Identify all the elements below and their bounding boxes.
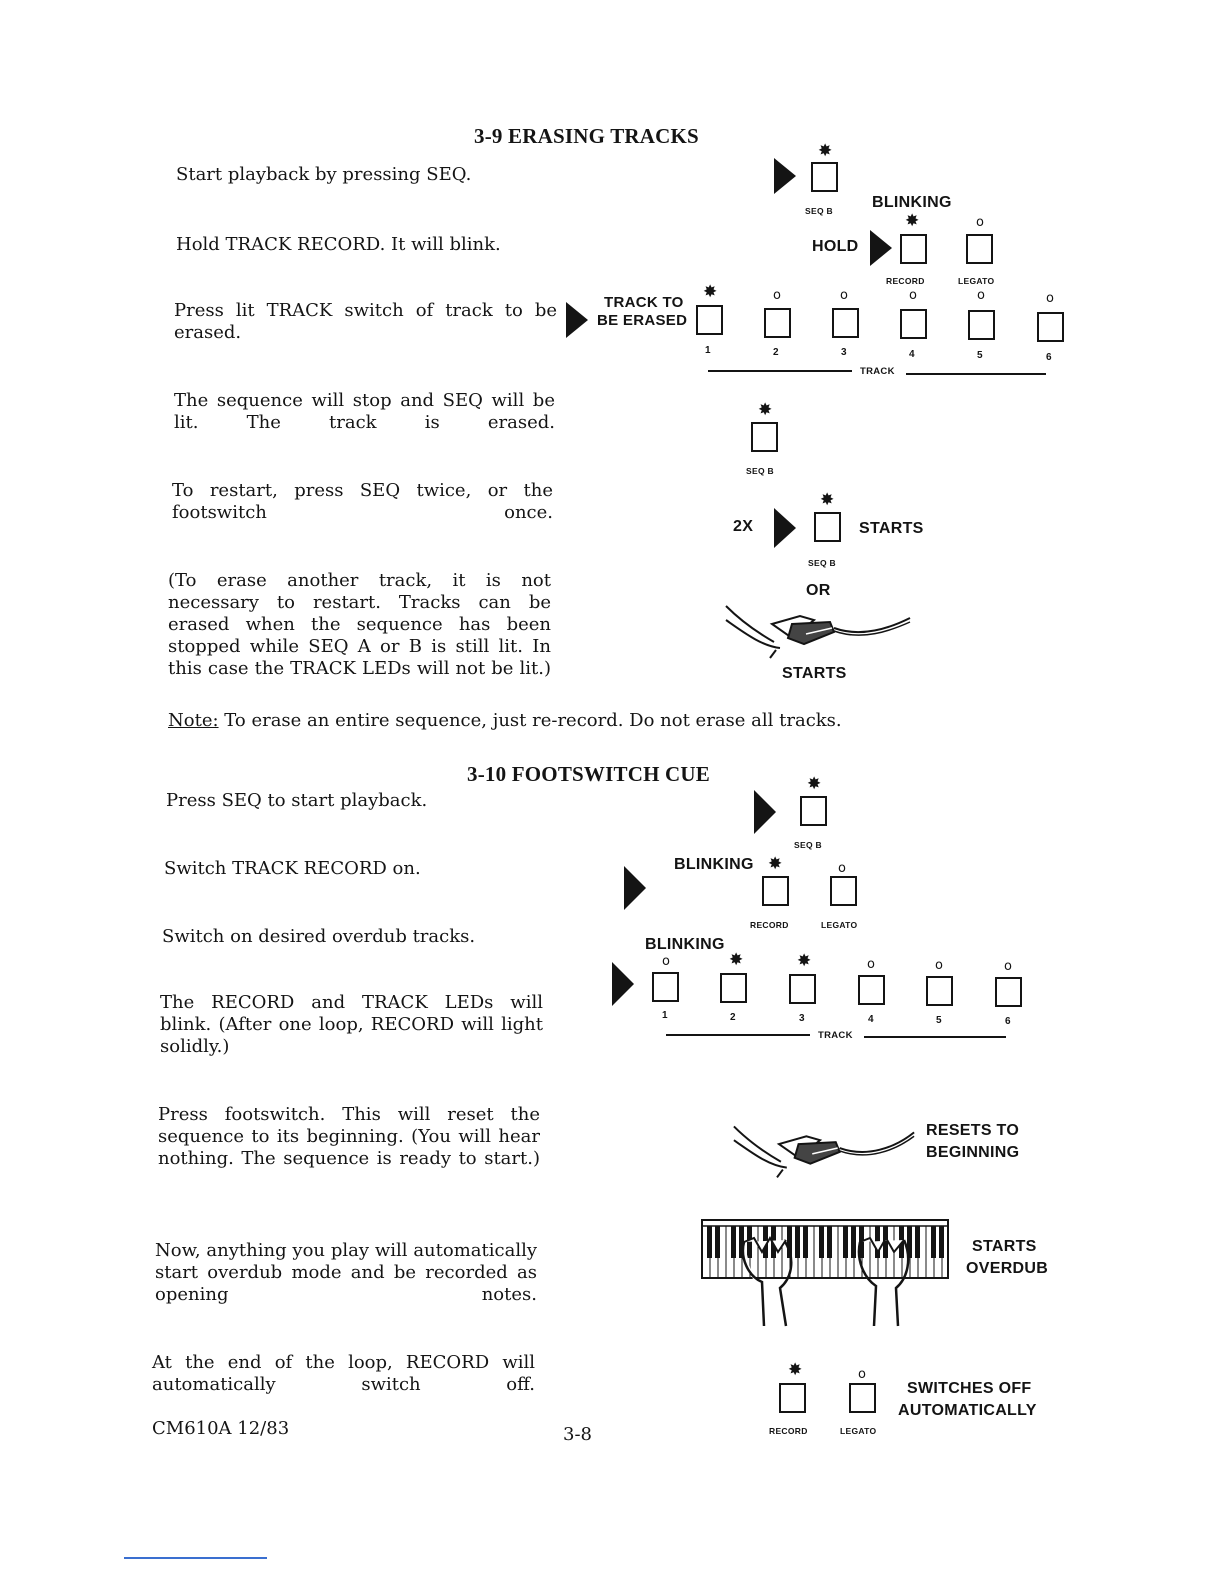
track-6-switch[interactable] (995, 977, 1022, 1007)
track-bracket-label: TRACK (860, 366, 895, 377)
footer-rule (124, 1557, 267, 1559)
blinking-label: BLINKING (674, 856, 754, 873)
step-restart: To restart, press SEQ twice, or the footswitch once. (172, 480, 553, 523)
track-number: 6 (1005, 1016, 1011, 1027)
footswitch-icon (730, 1118, 918, 1180)
record-label: RECORD (750, 920, 789, 930)
track-bracket-left (708, 370, 852, 372)
step-switch-overdub-tracks: Switch on desired overdub tracks. (162, 926, 476, 947)
hold-label: HOLD (812, 238, 859, 255)
switches-off-label: SWITCHES OFF (907, 1380, 1032, 1397)
record-label: RECORD (769, 1426, 808, 1436)
note-label: Note: (168, 710, 219, 731)
document-code: CM610A 12/83 (152, 1418, 290, 1439)
track-bracket-right (906, 373, 1046, 375)
led-unlit-icon: o (662, 954, 670, 969)
track-number: 2 (773, 347, 779, 358)
track-number: 6 (1046, 352, 1052, 363)
record-switch[interactable] (779, 1383, 806, 1413)
led-lit-icon: ✸ (768, 854, 783, 874)
led-lit-icon: ✸ (788, 1360, 803, 1380)
track-2-switch[interactable] (720, 973, 747, 1003)
press-arrow-icon (566, 302, 588, 338)
track-4-switch[interactable] (900, 309, 927, 339)
legato-label: LEGATO (840, 1426, 877, 1436)
section-heading-footswitch-cue: 3-10 FOOTSWITCH CUE (467, 762, 710, 786)
record-switch[interactable] (900, 234, 927, 264)
twice-label: 2X (733, 518, 754, 535)
led-lit-icon: ✸ (703, 282, 718, 302)
step-hold-track-record: Hold TRACK RECORD. It will blink. (176, 234, 501, 255)
erase-note (168, 710, 908, 732)
press-arrow-icon (774, 158, 796, 194)
track-4-switch[interactable] (858, 975, 885, 1005)
led-unlit-icon: o (909, 288, 917, 303)
seq-b-switch[interactable] (751, 422, 778, 452)
track-6-switch[interactable] (1037, 312, 1064, 342)
led-lit-icon: ✸ (729, 950, 744, 970)
track-number: 2 (730, 1012, 736, 1023)
track-number: 5 (977, 350, 983, 361)
seq-b-switch[interactable] (800, 796, 827, 826)
track-number: 1 (662, 1010, 668, 1021)
blinking-label: BLINKING (645, 936, 725, 953)
step-leds-blink: The RECORD and TRACK LEDs will blink. (After one loop, RECORD will light solidly.) (160, 992, 543, 1057)
track-1-switch[interactable] (696, 305, 723, 335)
be-erased-label: BE ERASED (597, 312, 688, 329)
track-number: 4 (909, 349, 915, 360)
track-to-label: TRACK TO (604, 294, 684, 311)
step-erase-another: (To erase another track, it is not necessary to restart. Tracks can be erased when the sequence has been stopped while SEQ A or B is still lit. In this case the TRACK LEDs will not be lit.) (168, 570, 551, 679)
press-arrow-icon (624, 866, 646, 910)
track-number: 3 (841, 347, 847, 358)
led-unlit-icon: o (935, 958, 943, 973)
blinking-label: BLINKING (872, 194, 952, 211)
or-label: OR (806, 582, 831, 599)
led-lit-icon: ✸ (758, 400, 773, 420)
step-press-seq: Press SEQ to start playback. (166, 790, 428, 811)
seq-b-label: SEQ B (794, 840, 822, 850)
step-anything-you-play: Now, anything you play will automatically start overdub mode and be recorded as opening notes. (155, 1240, 537, 1305)
page-number: 3-8 (563, 1424, 592, 1445)
led-unlit-icon: o (773, 288, 781, 303)
track-5-switch[interactable] (968, 310, 995, 340)
seq-b-label: SEQ B (808, 558, 836, 568)
track-number: 4 (868, 1014, 874, 1025)
step-start-playback: Start playback by pressing SEQ. (176, 164, 472, 185)
seq-b-switch[interactable] (811, 162, 838, 192)
seq-b-label: SEQ B (805, 206, 833, 216)
led-unlit-icon: o (1004, 959, 1012, 974)
led-unlit-icon: o (858, 1367, 866, 1382)
automatically-label: AUTOMATICALLY (898, 1402, 1037, 1419)
led-unlit-icon: o (976, 215, 984, 230)
led-lit-icon: ✸ (807, 774, 822, 794)
led-unlit-icon: o (1046, 291, 1054, 306)
record-label: RECORD (886, 276, 925, 286)
led-unlit-icon: o (977, 288, 985, 303)
press-arrow-icon (612, 962, 634, 1006)
track-1-switch[interactable] (652, 972, 679, 1002)
seq-b-label: SEQ B (746, 466, 774, 476)
track-bracket-label: TRACK (818, 1030, 853, 1041)
track-3-switch[interactable] (789, 974, 816, 1004)
track-number: 5 (936, 1015, 942, 1026)
legato-label: LEGATO (958, 276, 995, 286)
note-text: To erase an entire sequence, just re-record. Do not erase all tracks. (224, 710, 842, 731)
track-5-switch[interactable] (926, 976, 953, 1006)
seq-b-switch[interactable] (814, 512, 841, 542)
step-press-lit-track: Press lit TRACK switch of track to be erased. (174, 300, 557, 343)
legato-label: LEGATO (821, 920, 858, 930)
press-arrow-icon (754, 790, 776, 834)
step-switch-track-record: Switch TRACK RECORD on. (164, 858, 421, 879)
legato-switch[interactable] (830, 876, 857, 906)
step-sequence-stops: The sequence will stop and SEQ will be lit. The track is erased. (174, 390, 555, 433)
track-number: 3 (799, 1013, 805, 1024)
led-lit-icon: ✸ (797, 951, 812, 971)
record-switch[interactable] (762, 876, 789, 906)
step-press-footswitch: Press footswitch. This will reset the sequence to its beginning. (You will hear nothing. The sequence is ready to start.) (158, 1104, 540, 1169)
legato-switch[interactable] (966, 234, 993, 264)
led-unlit-icon: o (867, 957, 875, 972)
section-heading-erasing-tracks: 3-9 ERASING TRACKS (474, 124, 699, 148)
led-lit-icon: ✸ (818, 141, 833, 161)
led-lit-icon: ✸ (820, 490, 835, 510)
step-end-of-loop: At the end of the loop, RECORD will automatically switch off. (152, 1352, 535, 1395)
overdub-label: OVERDUB (966, 1260, 1049, 1277)
starts-label: STARTS (859, 520, 924, 537)
track-bracket-right (864, 1036, 1006, 1038)
footswitch-icon (722, 598, 914, 660)
track-number: 1 (705, 345, 711, 356)
track-bracket-left (666, 1034, 810, 1036)
track-3-switch[interactable] (832, 308, 859, 338)
led-unlit-icon: o (840, 288, 848, 303)
starts-label: STARTS (972, 1238, 1037, 1255)
legato-switch[interactable] (849, 1383, 876, 1413)
led-lit-icon: ✸ (905, 211, 920, 231)
led-unlit-icon: o (838, 861, 846, 876)
press-arrow-icon (774, 508, 796, 548)
press-arrow-icon (870, 230, 892, 266)
resets-to-label: RESETS TO (926, 1122, 1020, 1139)
beginning-label: BEGINNING (926, 1144, 1020, 1161)
track-2-switch[interactable] (764, 308, 791, 338)
keyboard-hands-icon (700, 1218, 950, 1328)
starts-label: STARTS (782, 665, 847, 682)
